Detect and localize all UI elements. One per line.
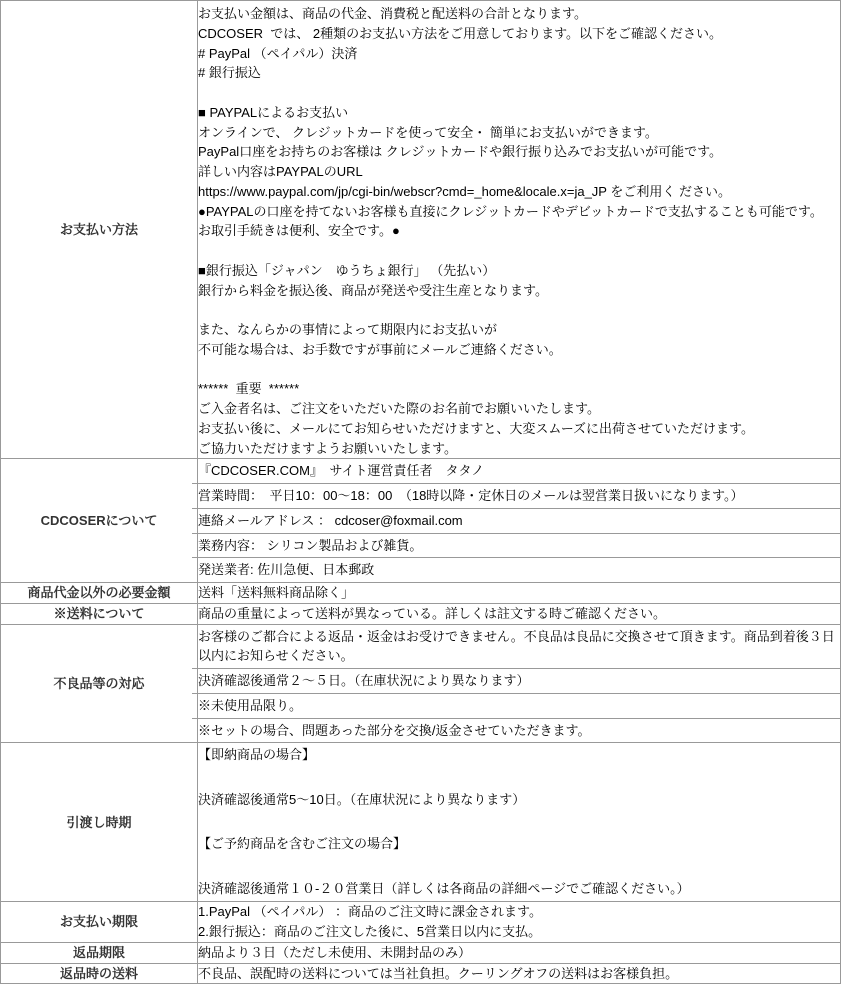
text-line: 不可能な場合は、お手数ですが事前にメールご連絡ください。 [198, 341, 562, 357]
spacer-line [198, 360, 840, 380]
text-line: ※未使用品限り。 [198, 697, 303, 713]
table-body [1, 1, 841, 984]
text-line: 商品の重量によって送料が異なっている。詳しくは註文する時ご確認ください。 [198, 605, 667, 621]
row-value [198, 942, 841, 963]
text-line: ■ PAYPALによるお支払い [198, 104, 349, 120]
row-value [198, 583, 841, 604]
text-line: 業務内容： シリコン製品および雑貨。 [198, 537, 423, 553]
spacer-line [198, 768, 840, 788]
text-line: ●PAYPALの口座を持てないお客様も直接にクレジットカードやデビットカードで支払することも可能です。 [198, 203, 823, 219]
spacer-line [198, 241, 840, 261]
text-line: # PayPal （ペイパル）決済 [198, 45, 358, 61]
row-value [198, 902, 841, 943]
text-line: ****** 重要 ****** [198, 381, 300, 397]
text-line: お支払い後に、メールにてお知らせいただけますと、大変スムーズに出荷させていただけます。 [198, 420, 755, 436]
spacer-line [198, 857, 840, 877]
row-label: 返品時の送料 [1, 963, 198, 984]
text-line: 2.銀行振込：商品のご注文した後に、5営業日以内に支払。 [198, 924, 542, 939]
spacer-line [198, 812, 840, 832]
row-label: 商品代金以外の必要金額 [1, 583, 198, 604]
table-row [1, 459, 841, 583]
text-line: ■銀行振込「ジャパン ゆうちょ銀行」 （先払い） [198, 262, 496, 278]
text-line: 連絡メールアドレス ： cdcoser@foxmail.com [198, 512, 463, 528]
row-value [198, 603, 841, 624]
text-line: 銀行から料金を振込後、商品が発送や受注生産となります。 [198, 282, 548, 298]
text-line: ご入金者名は、ご注文をいただいた際のお名前でお願いいたします。 [198, 401, 600, 416]
table-row [1, 902, 841, 943]
text-line: 決済確認後通常２～５日。（在庫状況により異なります） [198, 673, 530, 688]
text-line: また、なんらかの事情によって期限内にお支払いが [198, 322, 498, 337]
table-row [1, 942, 841, 963]
text-line: CDCOSER では、 2種類のお支払い方法をご用意しております。以下をご確認ください。 [198, 25, 723, 41]
table-row [1, 603, 841, 624]
row-value [198, 624, 841, 743]
text-line: お取引手続きは便利、安全です。● [198, 223, 400, 239]
row-value [198, 1, 841, 459]
text-line: 決済確認後通常5～10日。（在庫状況により異なります） [198, 791, 526, 807]
row-label: お支払い期限 [1, 902, 198, 943]
row-label: 引渡し時期 [1, 743, 198, 902]
row-value [198, 459, 841, 583]
text-line: 決済確認後通常１０-２０営業日（詳しくは各商品の詳細ページでご確認ください。） [198, 880, 690, 896]
text-line: 納品より３日（ただし未使用、未開封品のみ） [198, 944, 472, 960]
text-line: 1.PayPal （ペイパル） ：商品のご注文時に課金されます。 [198, 904, 542, 920]
table-row [1, 583, 841, 604]
row-label: ※送料について [1, 603, 198, 624]
text-line: ご協力いただけますようお願いいたします。 [198, 440, 457, 456]
row-label: CDCOSERについて [1, 459, 198, 583]
row-label: 返品期限 [1, 942, 198, 963]
table-row [1, 743, 841, 902]
text-line: お客様のご都合による返品・返金はお受けできません。不良品は良品に交換させて頂きます。商品到着後３日以内にお知らせください。 [198, 628, 835, 664]
text-line: 【即納商品の場合】 [198, 747, 316, 763]
table-row [1, 963, 841, 984]
text-line: 発送業者: 佐川急便、日本郵政 [198, 562, 375, 578]
text-line: # 銀行振込 [198, 65, 261, 81]
row-value [198, 743, 841, 902]
row-label: 不良品等の対応 [1, 624, 198, 743]
text-line: お支払い金額は、商品の代金、消費税と配送料の合計となります。 [198, 6, 587, 21]
text-line: ※セットの場合、問題あった部分を交換/返金させていただきます。 [198, 722, 591, 738]
text-line: https://www.paypal.com/jp/cgi-bin/webscr?cmd=_home&locale.x=ja_JP をご利用く ださい。 [198, 183, 731, 199]
spacer-line [198, 83, 840, 103]
text-line: オンラインで、 クレジットカードを使って安全・ 簡単にお支払いができます。 [198, 124, 658, 140]
row-value [198, 963, 841, 984]
text-line: PayPal口座をお持ちのお客様は クレジットカードや銀行振り込みでお支払いが可能です。 [198, 144, 723, 160]
text-line: 『CDCOSER.COM』 サイト運営責任者 タタノ [198, 463, 485, 479]
text-line: 営業時間： 平日10：00～18：00 （18時以降・定休日のメールは翌営業日扱いになります。） [198, 488, 744, 503]
table-row [1, 1, 841, 459]
text-line: 不良品、誤配時の送料については当社負担。クーリングオフの送料はお客様負担。 [198, 965, 679, 981]
table-row [1, 624, 841, 743]
row-label: お支払い方法 [1, 1, 198, 459]
text-line: 詳しい内容はPAYPALのURL [198, 164, 363, 179]
spacer-line [198, 300, 840, 320]
text-line: 送料「送料無料商品除く」 [198, 585, 355, 600]
text-line: 【ご予約商品を含むご注文の場合】 [198, 836, 407, 852]
